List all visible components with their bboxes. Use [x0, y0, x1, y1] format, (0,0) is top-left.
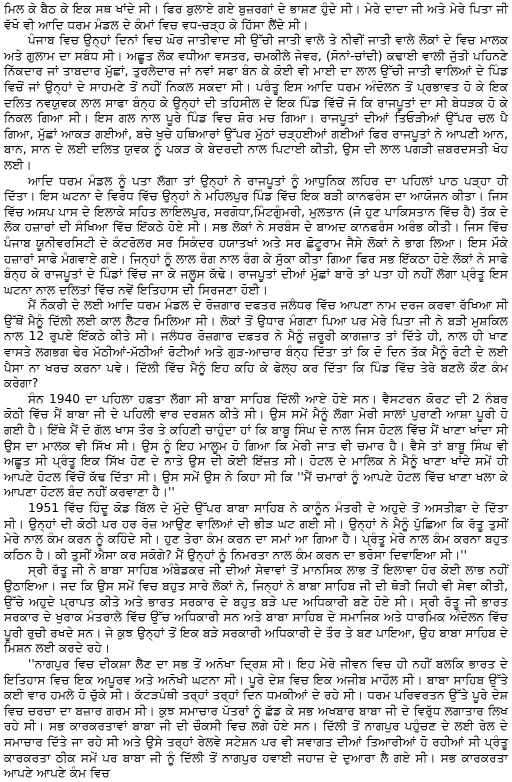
paragraph-6: 1951 ਵਿੱਚ ਹਿੰਦੂ ਕੋਡ ਬਿੱਲ ਦੇ ਮੁੱਦੇ ਉੱਪਰ ਬਾਬਾ ਸਾਹਿਬ ਨੇ ਕਾਨੂੰਨ ਮੰਤਰੀ ਦੇ ਅਹੁਦੇ ਤੋਂ ਅਸਤੀਫ਼ਾ ਦੇ ਦਿੱਤਾ ਸੀ। ਉਨ੍ਹਾਂ ਦੀ ਕੋਠੀ ਪਰ ਹਰ ਰੋਜ਼ ਆਉਣ ਵਾਲਿਆਂ ਦੀ ਭੀੜ ਘਟ ਗਈ ਸੀ। ਉਨ੍ਹਾਂ ਨੇ ਮੈਨੂੰ ਪੁੱਛਿਆ ਕਿ ਰੱਤੂ ਤੁਸੀਂ ਮੇਰੇ ਨਾਲ ਕੰਮ ਕਰਨ ਨੂੰ ਕਹਿੰਦੇ ਸੀ। ਹੁਣ ਤੇਰਾ ਕੰਮ ਕਰਨ ਦਾ ਸਮਾਂ ਆ ਗਿਆ ਹੈ। ਪ੍ਰੰਤੂ ਮੇਰੇ ਨਾਲ ਕੰਮ ਕਰਨਾ ਬਹੁਤ ਕਠਿਨ ਹੈ। ਕੀ ਤੁਸੀਂ ਐਸਾ ਕਰ ਸਕੋਗੇ? ਮੈਂ ਉਨ੍ਹਾਂ ਨੂੰ ਨਿਮਰਤਾ ਨਾਲ ਕੰਮ ਕਰਨ ਦਾ ਭਰੋਸਾ ਦਿਵਾਇਆ ਸੀ।'' — [4, 501, 508, 562]
paragraph-5: ਸੰਨ 1940 ਦਾ ਪਹਿਲਾ ਹਫ਼ਤਾ ਲੱਗਾ ਸੀ ਬਾਬਾ ਸਾਹਿਬ ਦਿੱਲੀ ਆਏ ਹੋਏ ਸਨ। ਵੈਸਟਰਨ ਕੋਰਟ ਦੀ 2 ਨੰਬਰ ਕੋਠੀ ਵਿੱਚ ਮੈਂ ਬਾਬਾ ਜੀ ਦੇ ਪਹਿਲੀ ਵਾਰ ਦਰਸ਼ਨ ਕੀਤੇ ਸੀ। ਉਸ ਸਮੇਂ ਮੈਨੂੰ ਲੱਗਾ ਮੇਰੀ ਸਾਲਾਂ ਪੁਰਾਣੀ ਆਸ਼ਾ ਪੂਰੀ ਹੋ ਗਈ ਹੈ। ਇੱਥੇ ਮੈਂ ਦੋ ਗੱਲ ਖਾਸ ਤੌਰ ਤੇ ਕਹਿਣੀ ਚਾਹੁੰਦਾ ਹਾਂ ਕਿ ਬਾਬੂ ਸਿੰਘ ਦੇ ਨਾਲ ਜਿਸ ਹੋਟਲ ਵਿੱਚ ਮੈਂ ਖਾਣਾ ਖਾਂਦਾ ਸੀ ਉਸ ਦਾ ਮਾਲਕ ਵੀ ਸਿੱਖ ਸੀ। ਉਸ ਨੂੰ ਇਹ ਮਾਲੂਮ ਹੋ ਗਿਆ ਕਿ ਮੇਰੀ ਜਾਤ ਵੀ ਚਮਾਰ ਹੈ। ਵੈਸੇ ਤਾਂ ਬਾਬੂ ਸਿੰਘ ਵੀ ਅਛੂਤ ਸੀ ਪ੍ਰੰਤੂ ਇਕ ਸਿੱਖ ਹੋਣ ਦੇ ਨਾਤੇ ਉਸ ਦੀ ਕੋਈ ਇੱਜ਼ਤ ਸੀ। ਹੋਟਲ ਦੇ ਮਾਲਿਕ ਨੇ ਮੈਨੂੰ ਖਾਣਾ ਖਾਂਦੇ ਸਮੇਂ ਹੀ ਆਪਣੇ ਹੋਟਲ ਵਿੱਚੋਂ ਕੱਢ ਦਿੱਤਾ ਸੀ। ਉਸ ਸਮੇਂ ਉਸ ਨੇ ਕਿਹਾ ਸੀ ਕਿ ''ਮੈਂ ਚਮਾਰਾਂ ਨੂੰ ਆਪਣੇ ਹੋਟਲ ਵਿੱਚ ਖਾਣਾ ਖਲਾ ਕੇ ਆਪਣਾ ਹੋਟਲ ਬੰਦ ਨਹੀਂ ਕਰਵਾਣਾ ਹੈ।'' — [4, 391, 508, 500]
paragraph-1: ਮਿਲ ਕੇ ਬੈਠ ਕੇ ਇਕ ਸਥ ਖਾਂਦੇ ਸੀ। ਫਿਰ ਬੁਲਾਏ ਗਏ ਬੁਜ਼ਰਗਾਂ ਦੇ ਭਾਸ਼ਣ ਹੁੰਦੇ ਸੀ। ਮੇਰੇ ਦਾਦਾ ਜੀ ਅਤੇ ਮੇਰੇ ਪਿਤਾ ਜੀ ਵੱਖੋ ਵੀ ਆਦਿ ਧਰਮ ਮੰਡਲ ਦੇ ਕੰਮਾਂ ਵਿਚ ਵਧ-ਚੜ੍ਹ ਕੇ ਹਿੱਸਾ ਲੈਂਦੇ ਸੀ। — [4, 2, 508, 32]
paragraph-2: ਪੰਜਾਬ ਵਿਚ ਉਨ੍ਹਾਂ ਦਿਨਾਂ ਵਿਚ ਘੋਰ ਜਾਤੀਵਾਦ ਸੀ ਉੱਚੀ ਜਾਤੀ ਵਾਲੇ ਤੇ ਨੀਵੀਂ ਜਾਤੀ ਵਾਲੇ ਲੋਕਾਂ ਦੇ ਵਿਚ ਮਾਲਕ ਅਤੇ ਗੁਲਾਮ ਦਾ ਸਬੰਧ ਸੀ। ਅਛੂਤ ਲੋਕ ਵਧੀਆ ਵਸਤਰ, ਚਮਕੀਲੇ ਜੇਵਰ, (ਸੋਨਾਂ-ਚਾਂਦੀ) ਕਢਾਈ ਵਾਲੀ ਜੁੱਤੀ ਪਹਿਨਣੇ ਨਿੱਕਦਾਰ ਜਾਂ ਤਾਬਦਾਰ ਮੁੱਛਾਂ, ਤੁਰਲੇਦਾਰ ਜਾਂ ਨਵਾਂ ਸਫਾ ਬੰਨ ਕੇ ਕੋਈ ਵੀ ਮਾਈ ਦਾ ਲਾਲ ਉੱਚੀ ਜਾਤੀ ਵਾਲਿਆਂ ਦੇ ਪਿੰਡ ਵਿਚੋਂ ਜਾਂ ਉਨ੍ਹਾਂ ਦੇ ਸਾਹਮਣੇ ਤੋਂ ਨਹੀਂ ਨਿਕਲ ਸਕਦਾ ਸੀ। ਪਰੰਤੂ ਇਸ ਆਦਿ ਧਰਮ ਅੰਦੋਲਨ ਤੋਂ ਪ੍ਰਭਾਵਤ ਹੋ ਕੇ ਇਕ ਦਲਿਤ ਨਵਯੁਵਕ ਲਾਲ ਸਾਫਾ ਬੰਨ੍ਹ ਕੇ ਉਨ੍ਹਾਂ ਦੀ ਤਹਿਸੀਲ ਦੇ ਇਕ ਪਿੰਡ ਵਿੱਚੋਂ ਜੋ ਕਿ ਰਾਜਪੂਤਾਂ ਦਾ ਸੀ ਬੇਧੜਕ ਹੋ ਕੇ ਨਿਕਲ ਗਿਆ ਸੀ। ਇਸ ਗਲ ਨਾਲ ਪੂਰੇ ਪਿੰਡ ਵਿਚ ਸ਼ੋਰ ਮਚ ਗਿਆ। ਰਾਜਪੂਤਾਂ ਦੀਆਂ ਤਿਓੜੀਆਂ ਉੱਪਰ ਚਲ ਪੈ ਗਿਆ, ਮੁੱਛਾਂ ਆਕੜ ਗਈਆਂ, ਬਚੇ ਖੁਚੇ ਹਥਿਆਰਾਂ ਉੱਪਰ ਮੁੱਠਾਂ ਚੜ੍ਹਈਆਂ ਗਈਆਂ ਫਿਰ ਰਾਜਪੂਤਾਂ ਨੇ ਆਪਣੀ ਆਨ, ਬਾਨ, ਸਾਨ ਦੇ ਲਈ ਦਲਿਤ ਯੁਵਕ ਨੂੰ ਪਕੜ ਕੇ ਬੇਦਰਦੀ ਨਾਲ ਪਿਟਾਈ ਕੀਤੀ, ਉਸ ਦੀ ਲਾਲ ਪਗੜੀ ਜ਼ਬਰਦਸਤੀ ਖੋਹ ਲਈ। — [4, 33, 508, 172]
paragraph-4: ਮੈਂ ਨੌਕਰੀ ਦੇ ਲਈ ਆਦਿ ਧਰਮ ਮੰਡਲ ਦੇ ਰੋਜ਼ਗਾਰ ਦਫਤਰ ਜਲੰਧਰ ਵਿੱਚ ਆਪਣਾ ਨਾਮ ਦਰਜ ਕਰਵਾ ਰੱਖਿਆ ਸੀ ਉੱਥੋਂ ਮੈਨੂੰ ਦਿੱਲੀ ਲਈ ਕਾਲ ਲੈਟਰ ਮਿਲਿਆ ਸੀ। ਲੋਕਾਂ ਤੋਂ ਉਧਾਰ ਮੰਗਣਾ ਪਿਆ ਪਰ ਮੇਰੇ ਪਿਤਾ ਜੀ ਨੇ ਬੜੀ ਮੁਸ਼ਕਿਲ ਨਾਲ 12 ਰੁਪਏ ਇੱਕਠੇ ਕੀਤੇ ਸੀ। ਜਲੰਧਰ ਰੋਜ਼ਗਾਰ ਦਫ਼ਤਰ ਨੇ ਮੈਨੂੰ ਜ਼ਰੂਰੀ ਕਾਗਜ਼ਾਤ ਤਾਂ ਦਿੱਤੇ ਹੀ, ਨਾਲ ਹੀ ਖਾਣ ਵਾਸਤੇ ਲਗਭਗ ਢੇਰ ਮੱਠੀਆਂ-ਮੱਠੀਆਂ ਰੋਟੀਆਂ ਅਤੇ ਗੁੜ-ਆਚਾਰ ਬੰਨ੍ਹ ਦਿੱਤਾ ਤਾਂ ਕਿ ਦੋ ਦਿਨ ਤੱਕ ਮੈਨੂੰ ਰੋਟੀ ਦੇ ਲਈ ਪੈਸਾ ਨਾ ਖਰਚ ਕਰਨਾ ਪਵੇ। ਦਿੱਲੀ ਵਿੱਚ ਮੈਨੂੰ ਇਹ ਕਹਿ ਕੇ ਫੇਲ੍ਹ ਕਰ ਦਿੱਤਾ ਕਿ ਪਿੰਡ ਵਿੱਚ ਤੇਰੇ ਬਣਲੇ ਕੌਣ ਕੰਮ ਕਰੇਗਾ? — [4, 298, 508, 391]
paragraph-3: ਆਦਿ ਧਰਮ ਮੰਡਲ ਨੂੰ ਪਤਾ ਲੱਗਾ ਤਾਂ ਉਨ੍ਹਾਂ ਨੇ ਰਾਜਪੂਤਾਂ ਨੂੰ ਆਧੁਨਿਕ ਲਹਿਰ ਦਾ ਪਹਿਲਾਂ ਪਾਠ ਪੜ੍ਹਾ ਹੀ ਦਿੱਤਾ। ਇਸ ਘਟਨਾ ਦੇ ਵਿਰੋਧ ਵਿੱਚ ਉਨ੍ਹਾਂ ਨੇ ਮਹਿਲਪੁਰ ਪਿੰਡ ਵਿੱਚ ਇਕ ਬੜੀ ਕਾਨਫਰੰਸ ਦਾ ਆਯੋਜਨ ਕੀਤਾ। ਜਿਸ ਵਿੱਚ ਅਸਪ ਪਾਸ ਦੇ ਇਲਾਕੇ ਸਹਿਤ ਲਾਇਲਪੁਰ, ਸਰਗੋਧਾ,ਮਿੰਟਗੁੰਮਰੀ, ਮੁਲਤਾਨ (ਜੋ ਹੁਣ ਪਾਕਿਸਤਾਨ ਵਿੱਚ ਹੈ) ਤੱਕ ਦੇ ਲੋਕ ਹਜ਼ਾਰਾਂ ਦੀ ਸੰਖਿਆ ਵਿੱਚ ਇੱਕਠੇ ਹੋਏ ਸੀ। ਸਭ ਲੋਕਾਂ ਨੇ ਸਰਬੰਸ ਦੇ ਬਾਅਦ ਕਾਨਫਰੰਸ ਅਰੰਭ ਕੀਤੀ। ਜਿਸ ਵਿੱਚ ਪੰਜਾਬ ਯੂਨੀਵਰਸਿਟੀ ਦੇ ਕੰਟਰੋਲਰ ਸਰ ਸਿਕੰਦਰ ਹਯਾਤਖਾਂ ਅਤੇ ਸਰ ਛੋਟੂਰਾਮ ਜੈਸੇ ਲੋਕਾਂ ਨੇ ਭਾਗ ਲਿਆ। ਇਸ ਮੌਕੇ ਹਜ਼ਾਰਾਂ ਸਾਫੇ ਮੰਗਵਾਏ ਗਏ। ਜਿਨ੍ਹਾਂ ਨੂੰ ਲਾਲ ਰੰਗ ਨਾਲ ਰੰਗ ਕੇ ਸੁੱਕਾ ਕੀਤਾ ਗਿਆ ਫਿਰ ਸਭ ਇੱਕਠਾ ਹੋਏ ਲੋਕਾਂ ਨੇ ਸਾਫੇ ਬੰਨ੍ਹ ਕੇ ਰਾਜਪੂਤਾਂ ਦੇ ਪਿੰਡਾਂ ਵਿੱਚ ਜਾ ਕੇ ਜਲੂਸ ਕੱਢੇ। ਰਾਜਪੂਤਾਂ ਦੀਆਂ ਮੁੱਛਾਂ ਬਾਰੇ ਤਾਂ ਪਤਾ ਹੀ ਨਹੀਂ ਲੱਗਾ ਪ੍ਰੰਤੂ ਇਸ ਘਟਨਾ ਨਾਲ ਦਲਿਤਾਂ ਵਿੱਚ ਨਵੇਂ ਇਤਿਹਾਸ ਦੀ ਸਿਰਜਣਾ ਹੋਈ। — [4, 173, 508, 297]
paragraph-8: ''ਨਾਗਪੁਰ ਵਿਚ ਦੀਕਸ਼ਾ ਲੈਣ ਦਾ ਸਭ ਤੋਂ ਅਨੋਖਾ ਦ੍ਰਿਸ਼ ਸੀ। ਇਹ ਮੇਰੇ ਜੀਵਨ ਵਿਚ ਹੀ ਨਹੀਂ ਬਲਕਿ ਭਾਰਤ ਦੇ ਇਤਿਹਾਸ ਵਿਚ ਇਕ ਅਪੂਰਵ ਅਤੇ ਅਨੋਖੀ ਘਟਨਾ ਸੀ। ਪੂਰੇ ਦੇਸ਼ ਵਿਚ ਇਕ ਅਜੀਬ ਮਾਹੌਲ ਸੀ। ਬਾਬਾ ਸਾਹਿਬ ਉੱਤੇ ਕਈ ਵਾਰ ਹਮਲੇ ਹੋ ਚੁੱਕੇ ਸੀ। ਕੱਟੜਪੰਥੀ ਤਰ੍ਹਾਂ ਤਰ੍ਹਾਂ ਦਿਨ ਧਮਕੀਆਂ ਦੇ ਰਹੇ ਸੀ। ਧਰਮ ਪਰਿਵਰਤਨ ਉੱਤੇ ਪੂਰੇ ਦੇਸ਼ ਵਿਚ ਚਰਚਾ ਦਾ ਬਜ਼ਾਰ ਗਰਮ ਸੀ। ਕੁਝ ਸਮਾਚਾਰ ਪੱਤਰਾਂ ਨੂੰ ਛੱਡ ਕੇ ਸਭ ਅਖਬਾਰ ਬਾਬਾ ਜੀ ਦੇ ਵਿਰੁੱਧ ਲਗਾਤਾਰ ਲਿਖ ਰਹੇ ਸੀ। ਸਭ ਕਾਰਕਰਤਾਵਾਂ ਬਾਬਾ ਜੀ ਦੀ ਚੌਕਸੀ ਵਿਚ ਲਗੇ ਹੋਏ ਸਨ। ਦਿੱਲੀ ਤੋਂ ਨਾਗਪੁਰ ਪਹੁੰਚਣ ਦੇ ਲਈ ਰੇਲ ਦੇ ਸਮਾਚਾਰ ਦਿੱਤੇ ਜਾ ਰਹੇ ਸੀ ਅਤੇ ਉਸੇ ਤਰ੍ਹਾਂ ਰੇਲਵੇ ਸਟੇਸ਼ਨ ਪਰ ਵੀ ਸਵਾਗਤ ਦੀਆਂ ਤਿਆਰੀਆਂ ਹੋ ਰਹੀਆਂ ਸੀ ਪ੍ਰੰਤੂ ਕਾਰਕਰਤਾ ਠੀਕ ਸਮੇਂ ਪਰ ਬਾਬਾ ਜੀ ਨੂੰ ਦਿੱਲੀ ਤੋਂ ਨਾਗਪੁਰ ਹਵਾਈ ਜਹਾਜ਼ ਦੇ ਦੁਆਰਾ ਲੈ ਗਏ ਸੀ। ਸਭ ਕਾਰਕਰਤਾ ਆਪਣੇ ਆਪਣੇ ਕੰਮ ਵਿਚ — [4, 656, 508, 781]
paragraph-7: ਸ੍ਰੀ ਰੱਤੂ ਜੀ ਨੇ ਬਾਬਾ ਸਾਹਿਬ ਅੰਬੇਡਕਰ ਜੀ ਦੀਆਂ ਸੇਵਾਵਾਂ ਤੋਂ ਮਾਨਸਿਕ ਲਾਭ ਤੋਂ ਇਲਾਵਾ ਹੋਰ ਕੋਈ ਲਾਭ ਨਹੀਂ ਉਠਾਇਆ। ਜਦ ਕਿ ਉਸ ਸਮੇਂ ਵਿਚ ਬਹੁਤ ਸਾਰੇ ਲੋਕਾਂ ਨੇ, ਜਿਨ੍ਹਾਂ ਨੇ ਬਾਬਾ ਸਾਹਿਬ ਜੀ ਦੀ ਥੋੜੀ ਜਿਹੀ ਵੀ ਸੇਵਾ ਕੀਤੀ, ਉੱਚੇ ਅਹੁਦੇ ਪ੍ਰਾਪਤ ਕੀਤੇ ਅਤੇ ਭਾਰਤ ਸਰਕਾਰ ਦੇ ਬਹੁਤ ਬੜੇ ਪਦ ਅਧਿਕਾਰੀ ਬਣੇ ਹੋਏ ਸੀ। ਸ੍ਰੀ ਰੱਤੂ ਜੀ ਭਾਰਤ ਸਰਕਾਰ ਦੇ ਖੁਰਾਕ ਮੰਤਰਾਲੇ ਵਿੱਚ ਉੱਚ ਅਧਿਕਾਰੀ ਸਨ ਅਤੇ ਬਾਬਾ ਸਾਹਿਬ ਦੇ ਸਮਾਜਿਕ ਅਤੇ ਧਾਰਮਿਕ ਅੰਦੋਲਨ ਵਿੱਚ ਪੂਰੀ ਰੁਚੀ ਰਖਦੇ ਸਨ। ਜੇ ਕੁਝ ਉਨ੍ਹਾਂ ਤੋਂ ਇਕ ਬੜੇ ਸਰਕਾਰੀ ਅਧਿਕਾਰੀ ਦੇ ਤੌਰ ਤੇ ਬਣ ਪਾਇਆ, ਉਹ ਬਾਬਾ ਸਾਹਿਬ ਦੇ ਮਿਸ਼ਨ ਲਈ ਕਰਦੇ ਰਹੇ। — [4, 563, 508, 656]
